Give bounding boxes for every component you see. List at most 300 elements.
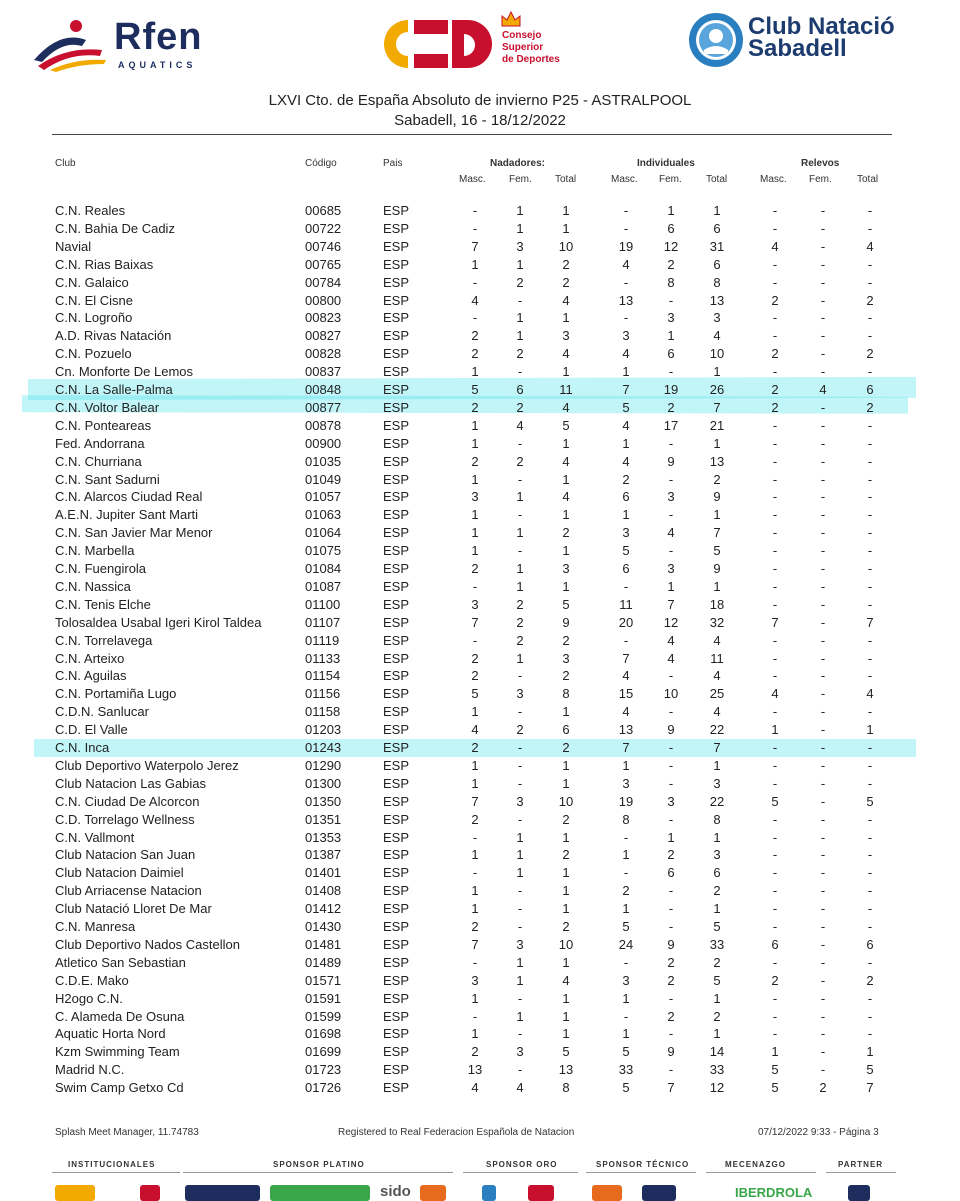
relays-total-cell: - [867,829,873,845]
relays-total-cell: 2 [866,399,874,415]
swimmers-masc-cell: 1 [471,1026,479,1042]
club-code-cell: 01154 [305,668,341,684]
club-code-cell: 01401 [305,865,342,881]
relays-total-cell: - [867,203,873,218]
country-cell: ESP [383,668,410,684]
individual-fem-cell: 3 [667,561,675,576]
table-row [0,811,960,829]
swimmers-total-cell: 11 [559,382,573,397]
swimmers-masc-cell: 1 [471,847,479,863]
individual-masc-cell: 1 [622,757,630,773]
relays-total-cell: 2 [866,292,874,308]
individual-fem-cell: - [668,883,674,899]
individual-total-cell: 6 [713,220,721,236]
sponsor-logo [592,1185,622,1201]
country-cell: ESP [383,901,410,917]
swimmers-fem-cell: 1 [516,310,524,326]
country-cell: ESP [383,829,410,845]
individual-fem-cell: 1 [667,328,675,344]
individual-masc-cell: 1 [622,435,630,451]
country-cell: ESP [383,489,410,505]
sponsor-divider [52,1172,180,1173]
relays-fem-cell: - [820,865,826,881]
club-code-cell: 00746 [305,238,342,254]
table-row [0,614,960,632]
swimmers-masc-cell: 2 [471,811,479,827]
swimmers-masc-cell: 5 [471,382,479,397]
country-cell: ESP [383,1026,410,1042]
table-row [0,757,960,775]
individual-fem-cell: - [668,811,674,827]
club-name-cell: C.N. Rias Baixas [55,256,154,272]
relays-total-cell: 6 [866,936,874,952]
individual-total-cell: 14 [709,1044,725,1060]
individual-total-cell: 32 [709,614,725,630]
relays-fem-cell: - [820,740,826,755]
sponsor-logo [482,1185,496,1201]
col-swimmers-total: Total [555,174,577,185]
relays-total-cell: - [867,328,873,344]
table-row [0,936,960,954]
individual-total-cell: 7 [713,399,721,415]
individual-masc-cell: - [623,632,629,648]
individual-total-cell: 9 [713,489,721,505]
table-row [0,703,960,721]
club-name-cell: C.N. Ciudad De Alcorcon [55,793,200,809]
sponsor-iberdrola: IBERDROLA [735,1185,813,1200]
individual-masc-cell: 1 [622,990,630,1006]
sponsor-divider [463,1172,578,1173]
relays-fem-cell: - [820,489,826,505]
club-code-cell: 01156 [305,686,341,702]
country-cell: ESP [383,507,410,523]
relays-fem-cell: - [820,811,826,827]
swimmers-total-cell: 1 [562,310,570,326]
col-club: Club [55,158,76,169]
relays-total-cell: - [867,704,873,720]
swimmers-total-cell: 2 [562,525,570,541]
relays-total-cell: - [867,757,873,773]
individual-masc-cell: - [623,829,629,845]
club-name-cell: C.N. El Cisne [55,292,134,308]
individual-total-cell: 2 [713,954,721,970]
swimmers-fem-cell: - [517,471,523,487]
individual-fem-cell: 4 [667,525,675,541]
relays-total-cell: - [867,471,873,487]
individual-fem-cell: 7 [667,596,675,612]
relays-masc-cell: 5 [771,1080,779,1096]
individual-total-cell: 13 [709,453,725,469]
relays-masc-cell: 2 [771,972,779,988]
club-code-cell: 01412 [305,901,342,917]
relays-fem-cell: - [820,507,826,523]
individual-fem-cell: - [668,990,674,1006]
country-cell: ESP [383,883,410,899]
relays-fem-cell: - [820,793,826,809]
relays-total-cell: - [867,865,873,881]
club-name-cell: C.N. Vallmont [55,829,135,845]
swimmers-fem-cell: 3 [516,793,524,809]
club-name-cell: C.N. Logroño [55,310,133,326]
country-cell: ESP [383,238,410,254]
individual-fem-cell: - [668,471,674,487]
individual-fem-cell: 9 [667,1044,675,1060]
club-code-cell: 00765 [305,256,342,272]
relays-total-cell: - [867,220,873,236]
club-name-cell: Club Natacion San Juan [55,847,196,863]
rfen-sub: AQUATICS [118,60,197,70]
relays-masc-cell: - [772,632,778,648]
club-code-cell: 01408 [305,883,342,899]
relays-total-cell: - [867,1026,873,1042]
relays-fem-cell: - [820,990,826,1006]
relays-total-cell: - [867,954,873,970]
relays-total-cell: - [867,543,873,559]
swimmers-fem-cell: 1 [516,829,524,845]
individual-total-cell: 1 [713,507,721,523]
relays-masc-cell: - [772,220,778,236]
swimmers-fem-cell: - [517,990,523,1006]
individual-fem-cell: 1 [667,203,675,218]
club-code-cell: 00685 [305,203,342,218]
relays-fem-cell: - [820,954,826,970]
club-name-cell: H2ogo C.N. [55,990,123,1006]
individual-masc-cell: 4 [622,417,630,433]
individual-fem-cell: - [668,1026,674,1042]
swimmers-total-cell: 1 [562,883,570,899]
relays-masc-cell: 1 [771,722,779,738]
relays-masc-cell: - [772,757,778,773]
swimmers-total-cell: 2 [562,847,570,863]
swimmers-fem-cell: 2 [516,346,524,362]
relays-fem-cell: - [820,704,826,720]
swimmers-total-cell: 4 [562,489,570,505]
col-relays-fem: Fem. [809,174,832,185]
swimmers-fem-cell: 1 [516,220,524,236]
sponsor-label-oro: SPONSOR ORO [486,1160,558,1169]
relays-total-cell: 2 [866,346,874,362]
swimmers-masc-cell: 1 [471,901,479,917]
col-individual-total: Total [706,174,728,185]
swimmers-masc-cell: 1 [471,525,479,541]
swimmers-total-cell: 10 [558,238,574,254]
individual-fem-cell: - [668,757,674,773]
swimmers-masc-cell: 2 [471,328,479,344]
table-row [0,274,960,292]
relays-fem-cell: - [820,203,826,218]
swimmers-masc-cell: 1 [471,364,479,380]
relays-masc-cell: - [772,203,778,218]
sponsor-label-mecenazgo: MECENAZGO [725,1160,786,1169]
swimmers-masc-cell: 13 [467,1062,483,1078]
individual-fem-cell: 6 [667,865,675,881]
individual-total-cell: 3 [713,847,721,863]
country-cell: ESP [383,686,410,702]
meet-title: LXVI Cto. de España Absoluto de invierno P25 - ASTRALPOOL [268,92,692,109]
relays-total-cell: - [867,417,873,433]
sponsors-strip [0,1155,960,1200]
country-cell: ESP [383,632,410,648]
swimmers-fem-cell: 3 [516,686,524,702]
individual-total-cell: 9 [713,561,721,576]
swimmers-fem-cell: 1 [516,561,524,576]
swimmers-masc-cell: 5 [471,686,479,702]
relays-total-cell: 7 [866,1080,874,1096]
club-code-cell: 01300 [305,775,342,791]
individual-total-cell: 4 [713,328,721,344]
individual-masc-cell: 5 [622,1044,630,1060]
individual-fem-cell: - [668,507,674,523]
relays-fem-cell: - [820,274,826,290]
swimmers-total-cell: 8 [562,1080,570,1096]
swimmers-fem-cell: 1 [516,972,524,988]
table-row [0,846,960,864]
sponsor-divider [826,1172,896,1173]
individual-total-cell: 1 [713,829,721,845]
individual-masc-cell: 11 [619,596,633,612]
relays-fem-cell: - [820,435,826,451]
swimmers-masc-cell: 1 [471,256,479,272]
club-code-cell: 01107 [305,614,341,630]
relays-fem-cell: - [820,614,826,630]
table-row [0,453,960,471]
swimmers-masc-cell: 1 [471,435,479,451]
club-code-cell: 00848 [305,382,342,397]
relays-masc-cell: - [772,596,778,612]
individual-fem-cell: - [668,775,674,791]
individual-masc-cell: 1 [622,901,630,917]
club-name-cell: Club Natacion Daimiel [55,865,184,881]
swimmers-total-cell: 5 [562,417,570,433]
swimmers-masc-cell: 1 [471,883,479,899]
table-row [0,918,960,936]
table-row [0,417,960,435]
swimmers-fem-cell: 1 [516,256,524,272]
relays-total-cell: - [867,811,873,827]
individual-masc-cell: 1 [622,1026,630,1042]
relays-fem-cell: - [820,722,826,738]
club-code-cell: 01057 [305,489,342,505]
club-code-cell: 01571 [305,972,342,988]
relays-fem-cell: - [820,525,826,541]
relays-fem-cell: - [820,775,826,791]
country-cell: ESP [383,919,410,934]
club-code-cell: 01489 [305,954,342,970]
table-row [0,256,960,274]
relays-total-cell: - [867,596,873,612]
individual-masc-cell: 5 [622,919,630,934]
swimmers-fem-cell: 2 [516,596,524,612]
relays-masc-cell: 5 [771,1062,779,1078]
swimmers-masc-cell: 1 [471,471,479,487]
country-cell: ESP [383,525,410,541]
swimmers-total-cell: 3 [562,328,570,344]
swimmers-fem-cell: 1 [516,328,524,344]
individual-masc-cell: 20 [618,614,634,630]
relays-total-cell: - [867,489,873,505]
individual-fem-cell: 6 [667,220,675,236]
individual-fem-cell: 12 [663,238,679,254]
swimmers-masc-cell: 7 [471,238,479,254]
relays-masc-cell: 4 [771,686,779,702]
table-row [0,1061,960,1079]
club-name-cell: Atletico San Sebastian [55,954,186,970]
sponsor-logo [848,1185,870,1201]
relays-fem-cell: - [820,364,826,380]
club-name-cell: C.N. Manresa [55,919,136,934]
swimmers-masc-cell: - [472,1008,478,1024]
sponsor-divider [586,1172,696,1173]
footer-software: Splash Meet Manager, 11.74783 [55,1127,199,1138]
relays-total-cell: - [867,650,873,666]
sponsor-divider [183,1172,453,1173]
relays-masc-cell: - [772,901,778,917]
relays-total-cell: - [867,435,873,451]
swimmers-total-cell: 2 [562,811,570,827]
csd-line-3: de Deportes [502,54,560,65]
club-code-cell: 01064 [305,525,342,541]
swimmers-fem-cell: - [517,811,523,827]
relays-masc-cell: - [772,1026,778,1042]
club-code-cell: 01481 [305,936,342,952]
country-cell: ESP [383,543,410,559]
swimmers-total-cell: 2 [562,740,570,755]
swimmers-total-cell: 1 [562,954,570,970]
col-relays-masc: Masc. [760,174,787,185]
country-cell: ESP [383,704,410,720]
country-cell: ESP [383,203,410,218]
col-relays-total: Total [857,174,879,185]
individual-masc-cell: 15 [618,686,634,702]
swimmers-masc-cell: 7 [471,936,479,952]
swimmers-total-cell: 4 [562,399,570,415]
relays-fem-cell: - [820,668,826,684]
swimmers-total-cell: 6 [562,722,570,738]
swimmers-masc-cell: 4 [471,292,479,308]
club-code-cell: 01350 [305,793,342,809]
table-row [0,596,960,614]
table-row [0,399,960,417]
club-code-cell: 01035 [305,453,342,469]
swimmers-total-cell: 2 [562,256,570,272]
individual-fem-cell: 2 [667,399,675,415]
relays-total-cell: - [867,847,873,863]
individual-masc-cell: - [623,274,629,290]
club-name-cell: C.N. Alarcos Ciudad Real [55,489,203,505]
title-divider [52,134,892,135]
club-name-cell: C.N. Bahia De Cadiz [55,220,175,236]
sponsor-label-institucionales: INSTITUCIONALES [68,1160,156,1169]
swimmers-fem-cell: - [517,1026,523,1042]
rfen-logo [30,14,220,74]
swimmers-total-cell: 1 [562,507,570,523]
relays-masc-cell: - [772,310,778,326]
swimmers-masc-cell: 4 [471,1080,479,1096]
country-cell: ESP [383,561,410,576]
relays-total-cell: - [867,310,873,326]
table-row [0,954,960,972]
col-group-relays: Relevos [801,158,840,169]
club-code-cell: 01119 [305,632,340,648]
club-code-cell: 01723 [305,1062,342,1078]
relays-fem-cell: - [820,328,826,344]
relays-total-cell: 5 [866,1062,874,1078]
individual-fem-cell: 9 [667,936,675,952]
country-cell: ESP [383,954,410,970]
individual-fem-cell: - [668,1062,674,1078]
swimmers-masc-cell: 2 [471,668,479,684]
individual-fem-cell: - [668,364,674,380]
individual-total-cell: 22 [709,793,725,809]
relays-total-cell: 6 [866,382,874,397]
individual-total-cell: 8 [713,274,721,290]
club-name-cell: Fed. Andorrana [55,435,145,451]
individual-masc-cell: 4 [622,256,630,272]
swimmers-total-cell: 9 [562,614,570,630]
club-name-line-2: Sabadell [748,35,847,62]
relays-total-cell: - [867,364,873,380]
individual-total-cell: 1 [713,203,721,218]
individual-fem-cell: 6 [667,346,675,362]
individual-masc-cell: 4 [622,668,630,684]
table-row [0,667,960,685]
individual-masc-cell: - [623,865,629,881]
swimmers-masc-cell: - [472,954,478,970]
table-row [0,202,960,220]
swimmers-fem-cell: - [517,775,523,791]
relays-fem-cell: - [820,256,826,272]
club-code-cell: 01243 [305,740,342,755]
individual-total-cell: 33 [709,936,725,952]
relays-masc-cell: - [772,507,778,523]
relays-total-cell: - [867,740,873,755]
club-name-cell: Club Deportivo Waterpolo Jerez [55,757,239,773]
club-name-cell: C.N. Marbella [55,543,135,559]
individual-total-cell: 10 [709,346,725,362]
individual-total-cell: 11 [710,650,724,666]
individual-fem-cell: 17 [663,417,679,433]
club-name-cell: C.D. El Valle [55,722,128,738]
relays-fem-cell: - [820,650,826,666]
club-name-cell: C.N. Portamiña Lugo [55,686,177,702]
sponsor-label-tecnico: SPONSOR TÉCNICO [596,1160,690,1169]
swimmers-total-cell: 1 [562,364,570,380]
individual-total-cell: 7 [713,525,721,541]
sponsor-logo [140,1185,160,1201]
relays-masc-cell: - [772,274,778,290]
swimmers-total-cell: 4 [562,453,570,469]
relays-masc-cell: - [772,919,778,934]
col-individual-fem: Fem. [659,174,682,185]
swimmers-masc-cell: 4 [471,722,479,738]
swimmers-total-cell: 10 [558,793,574,809]
relays-fem-cell: - [820,686,826,702]
relays-masc-cell: - [772,453,778,469]
table-row [0,1025,960,1043]
country-cell: ESP [383,1044,410,1060]
swimmers-masc-cell: - [472,220,478,236]
individual-total-cell: 22 [709,722,725,738]
individual-fem-cell: 7 [667,1080,675,1096]
club-name-cell: C.N. Fuengirola [55,561,147,576]
footer-registration: Registered to Real Federacion Española de Natacion [338,1127,575,1138]
relays-masc-cell: 7 [771,614,779,630]
individual-fem-cell: 1 [667,829,675,845]
swimmers-fem-cell: - [517,507,523,523]
relays-masc-cell: 2 [771,292,779,308]
table-row [0,972,960,990]
club-code-cell: 01100 [305,596,341,612]
